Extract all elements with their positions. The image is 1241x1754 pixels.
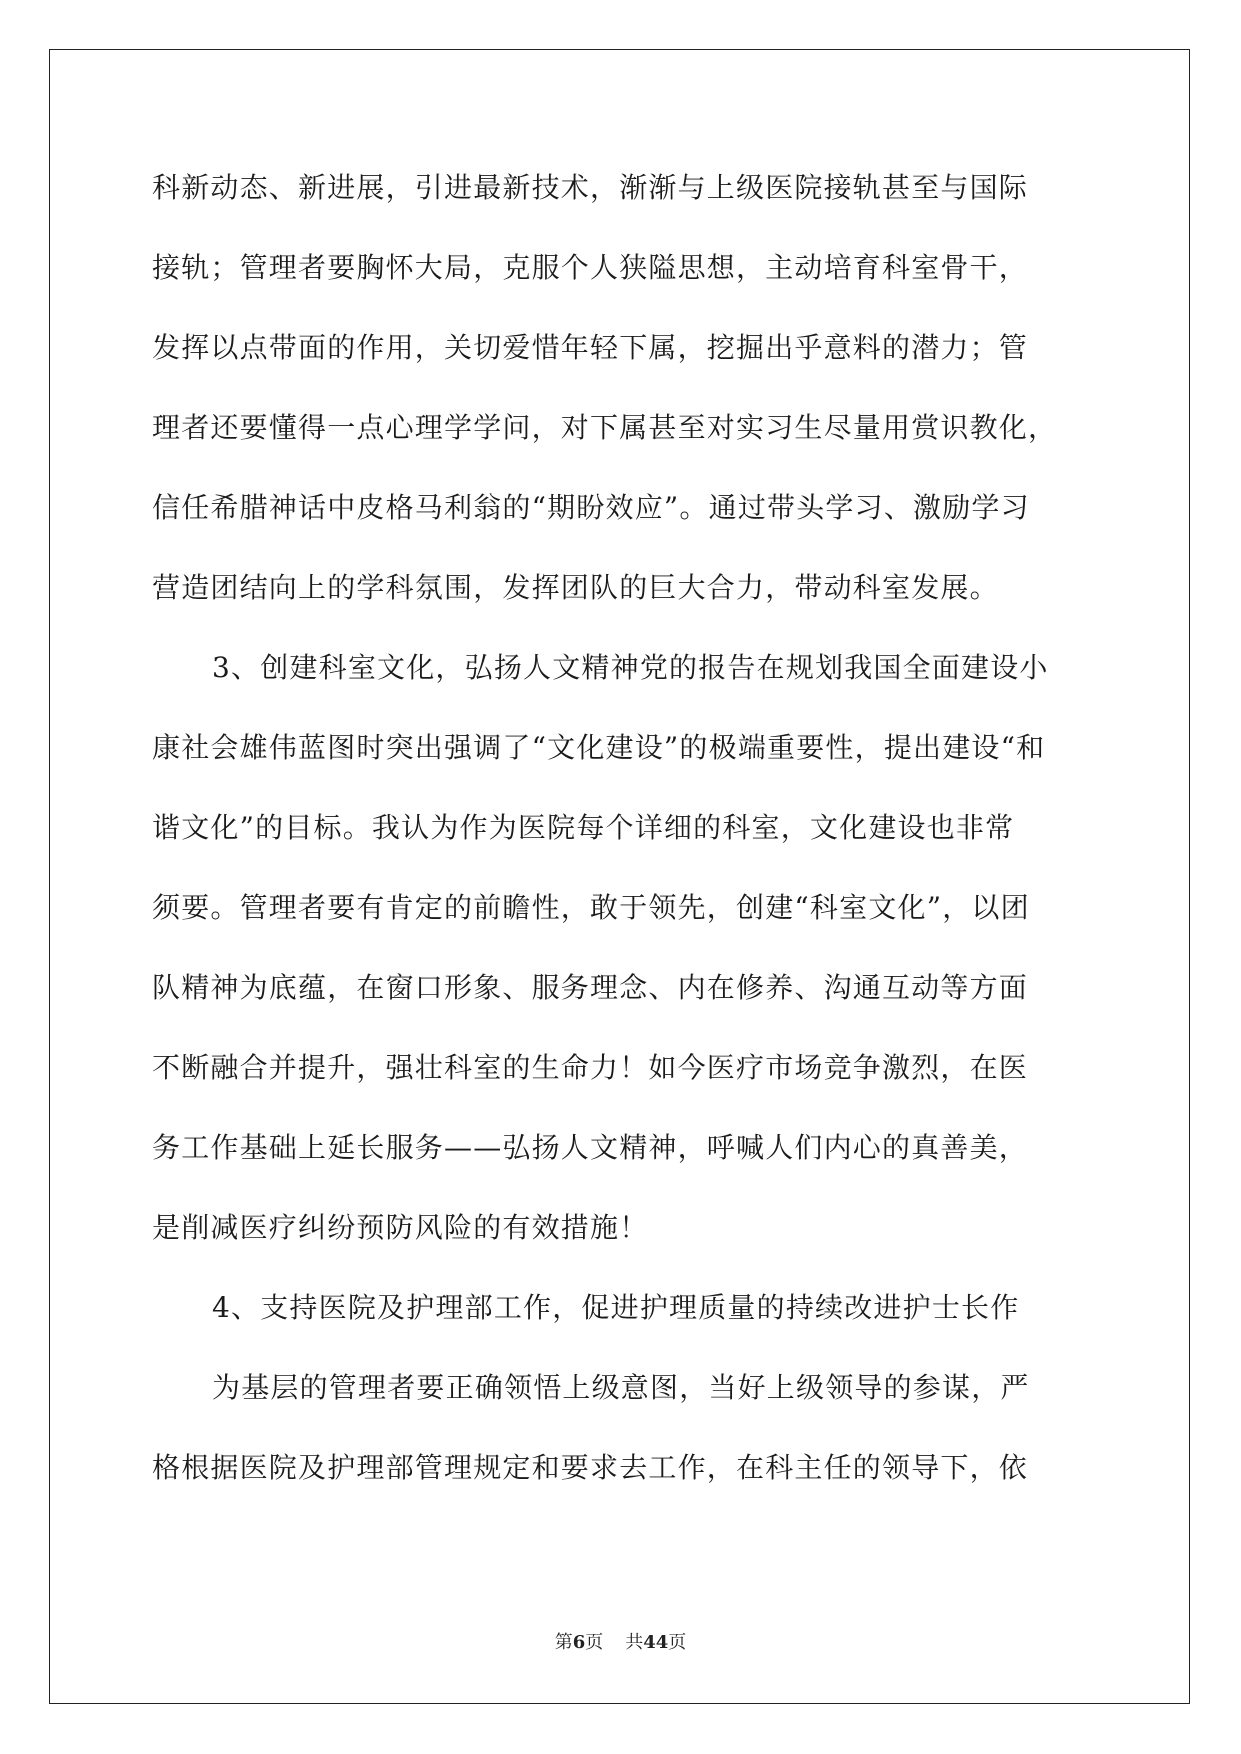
text-line: 科新动态、新进展，引进最新技术，渐渐与上级医院接轨甚至与国际 — [152, 171, 1029, 204]
text-line: 营造团结向上的学科氛围，发挥团队的巨大合力，带动科室发展。 — [152, 571, 999, 604]
text-line: 须要。管理者要有肯定的前瞻性，敢于领先，创建“科室文化”，以团 — [152, 891, 1030, 924]
total-prefix: 共 — [625, 1632, 644, 1653]
page-footer — [0, 1628, 1241, 1654]
text-line: 康社会雄伟蓝图时突出强调了“文化建设”的极端重要性，提出建设“和 — [152, 731, 1046, 764]
body-text — [152, 160, 1092, 1520]
text-line: 信任希腊神话中皮格马利翁的“期盼效应”。通过带头学习、激励学习 — [152, 491, 1030, 524]
text-line: 是削减医疗纠纷预防风险的有效措施！ — [152, 1211, 649, 1244]
text-line: 不断融合并提升，强壮科室的生命力！如今医疗市场竞争激烈，在医 — [152, 1051, 1029, 1084]
section-heading-3: 3、创建科室文化，弘扬人文精神党的报告在规划我国全面建设小 — [212, 651, 1049, 684]
total-suffix: 页 — [668, 1632, 687, 1653]
page-current: 6 — [572, 1632, 586, 1653]
text-line: 谐文化”的目标。我认为作为医院每个详细的科室，文化建设也非常 — [152, 811, 1015, 844]
text-line: 队精神为底蕴，在窗口形象、服务理念、内在修养、沟通互动等方面 — [152, 971, 1029, 1004]
page-suffix: 页 — [585, 1632, 604, 1653]
page-prefix: 第 — [554, 1632, 573, 1653]
text-line: 务工作基础上延长服务——弘扬人文精神，呼喊人们内心的真善美， — [152, 1131, 1029, 1164]
text-line: 理者还要懂得一点心理学学问，对下属甚至对实习生尽量用赏识教化， — [152, 411, 1058, 444]
section-heading-4: 4、支持医院及护理部工作，促进护理质量的持续改进护士长作 — [212, 1291, 1020, 1324]
text-line: 为基层的管理者要正确领悟上级意图，当好上级领导的参谋，严 — [212, 1371, 1030, 1404]
text-line: 接轨；管理者要胸怀大局，克服个人狭隘思想，主动培育科室骨干， — [152, 251, 1029, 284]
page-total: 44 — [643, 1632, 669, 1653]
text-line: 发挥以点带面的作用，关切爱惜年轻下属，挖掘出乎意料的潜力；管 — [152, 331, 1029, 364]
text-line: 格根据医院及护理部管理规定和要求去工作，在科主任的领导下，依 — [152, 1451, 1029, 1484]
